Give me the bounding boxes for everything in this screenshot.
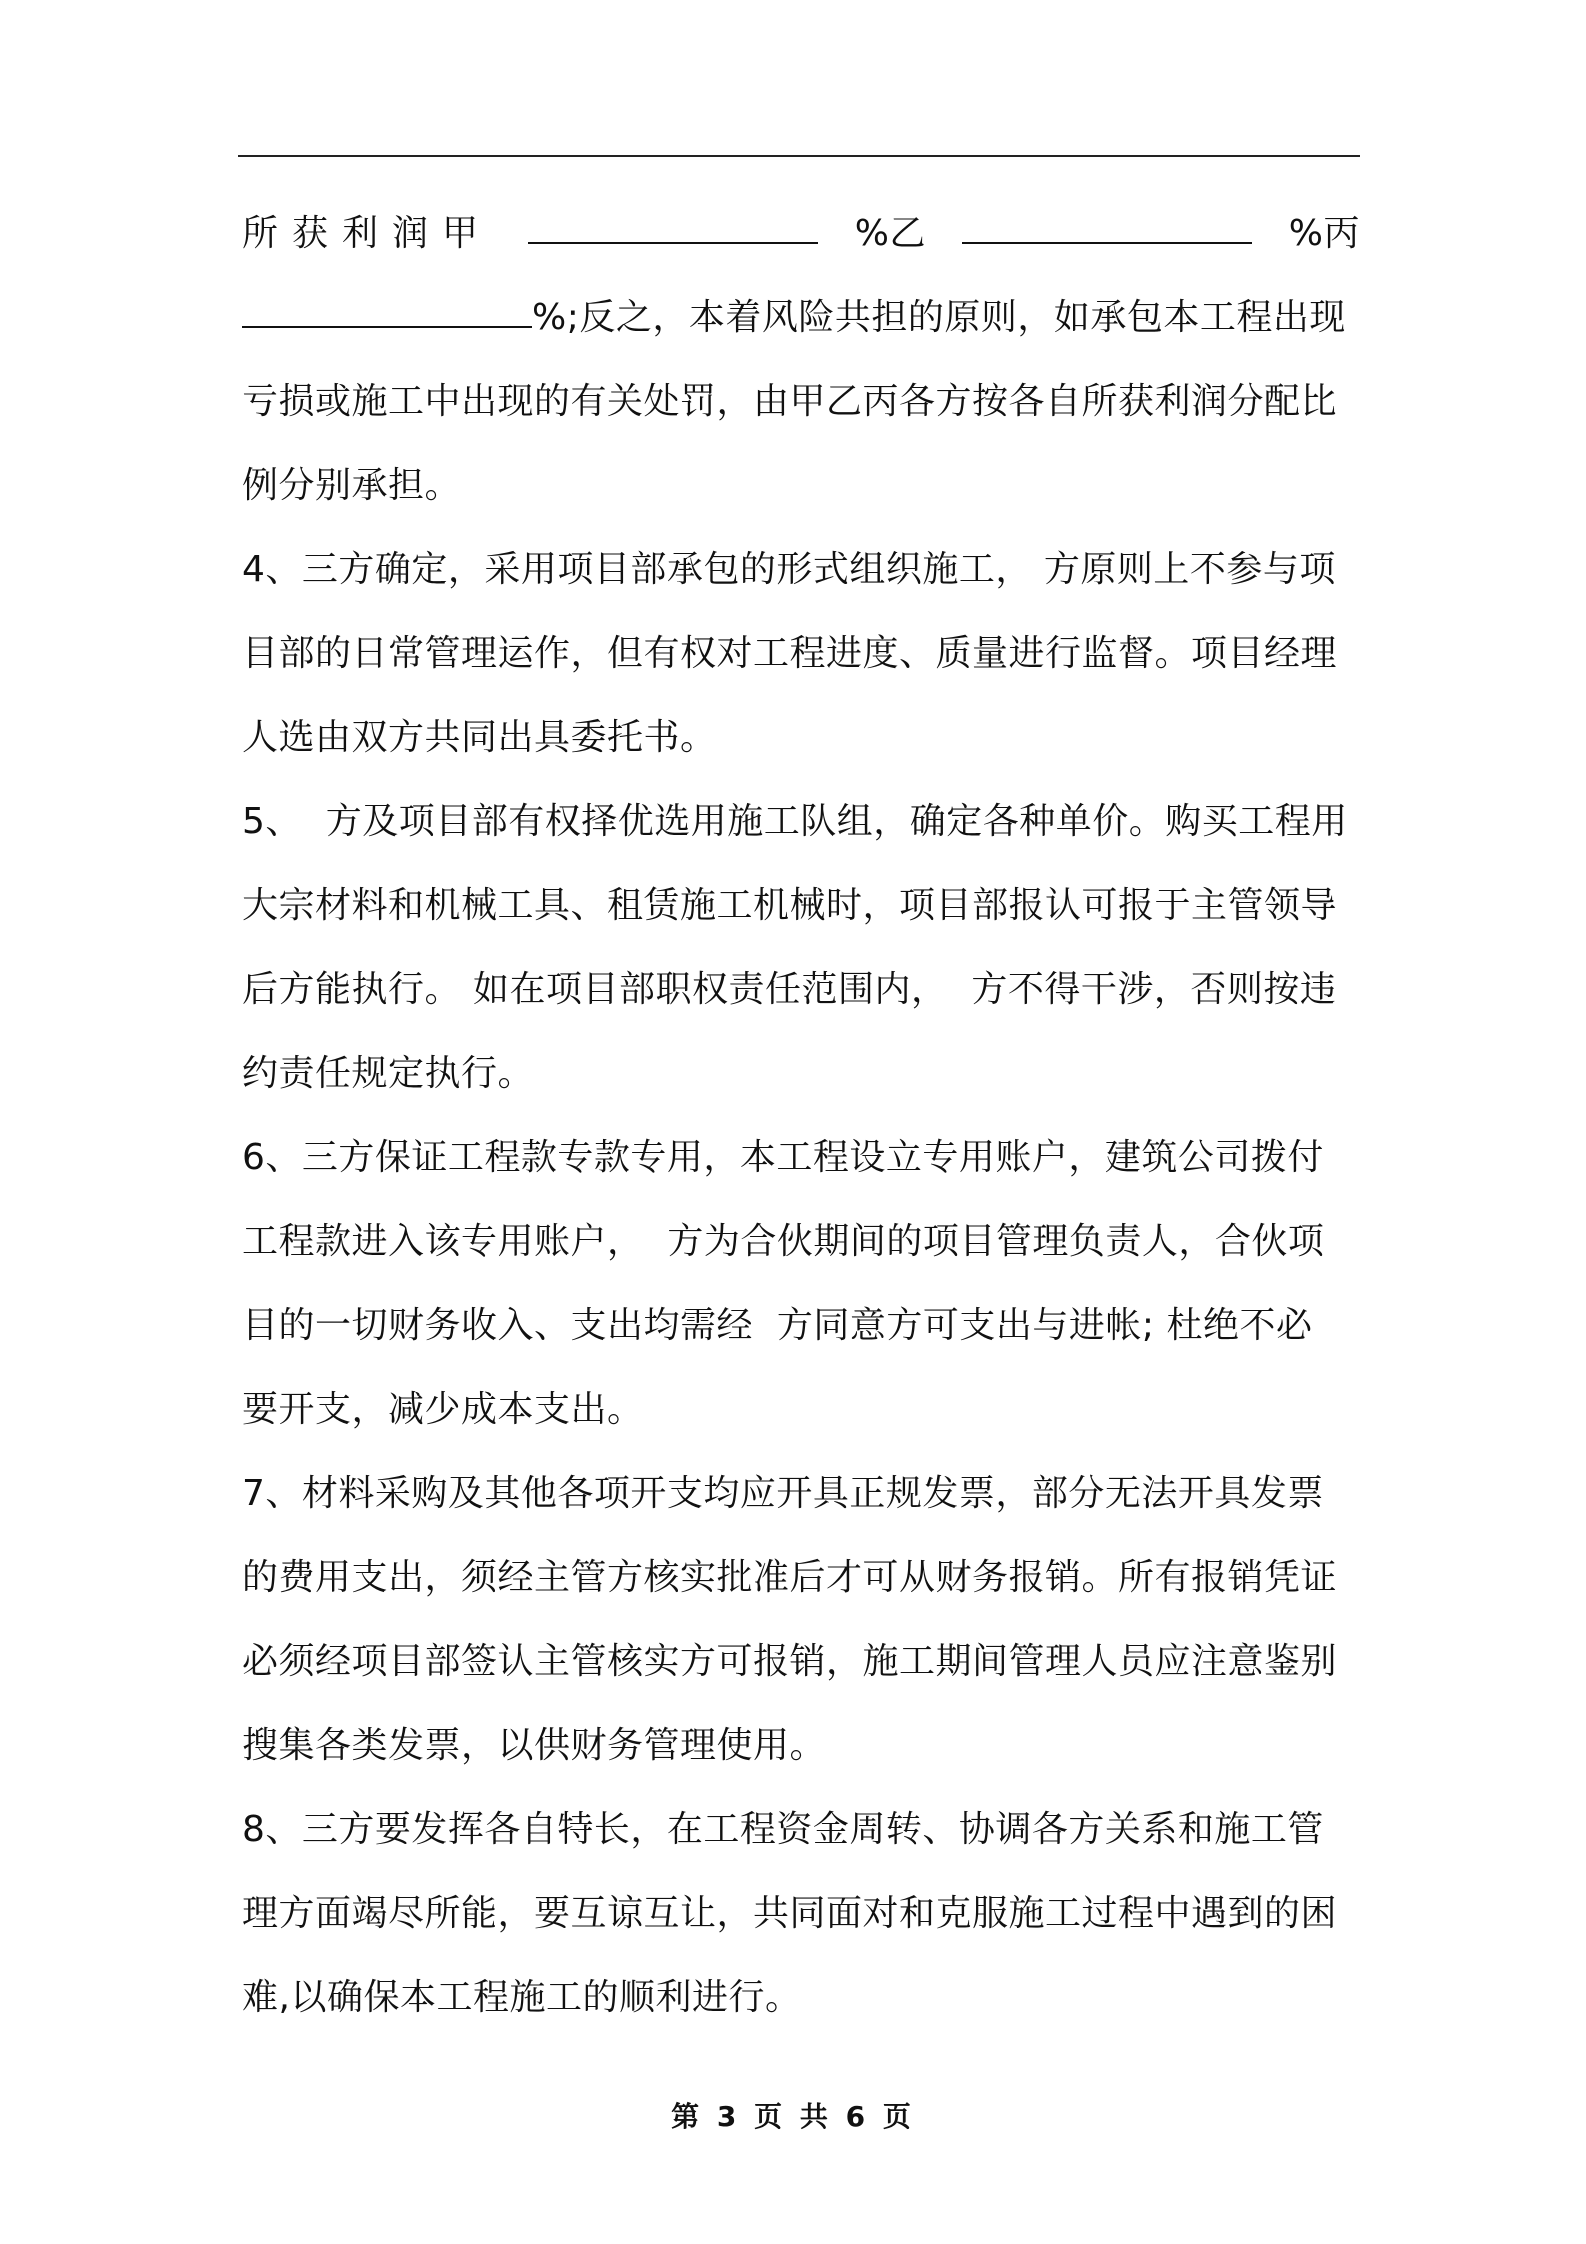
text-line: 后方能执行。 如在项目部职权责任范围内， 方不得干涉，否则按违: [242, 969, 1337, 1010]
fill-blank: [242, 297, 532, 338]
text-line: 4、三方确定，采用项目部承包的形式组织施工， 方原则上不参与项: [242, 549, 1336, 590]
text-line: 目部的日常管理运作，但有权对工程进度、质量进行监督。项目经理: [242, 633, 1338, 674]
text-line: 5、 方及项目部有权择优选用施工队组，确定各种单价。购买工程用: [242, 801, 1348, 842]
text-line: 8、三方要发挥各自特长，在工程资金周转、协调各方关系和施工管: [242, 1809, 1324, 1850]
text-line: 搜集各类发票，以供财务管理使用。: [242, 1725, 827, 1766]
text-line: 要开支，减少成本支出。: [242, 1389, 644, 1430]
text-line: 约责任规定执行。: [242, 1053, 535, 1094]
text-line: [242, 276, 1360, 360]
text-line: 7、材料采购及其他各项开支均应开具正规发票，部分无法开具发票: [242, 1473, 1324, 1514]
text-line: 理方面竭尽所能，要互谅互让，共同面对和克服施工过程中遇到的困: [242, 1893, 1338, 1934]
text-line: 目的一切财务收入、支出均需经 方同意方可支出与进帐; 杜绝不必: [242, 1305, 1313, 1346]
text-line: 人选由双方共同出具委托书。: [242, 717, 717, 758]
text-line: 难,以确保本工程施工的顺利进行。: [242, 1977, 802, 2018]
fill-blank: [528, 192, 818, 276]
text-line: 工程款进入该专用账户， 方为合伙期间的项目管理负责人，合伙项: [242, 1221, 1325, 1262]
fill-blank: [962, 192, 1252, 276]
document-body: [242, 192, 1360, 2040]
text-segment: %丙: [1288, 213, 1360, 254]
text-line: 6、三方保证工程款专款专用，本工程设立专用账户，建筑公司拨付: [242, 1137, 1324, 1178]
header-rule: [238, 155, 1360, 157]
text-line: 例分别承担。: [242, 465, 462, 506]
text-line: 亏损或施工中出现的有关处罚，由甲乙丙各方按各自所获利润分配比: [242, 381, 1338, 422]
text-line: [242, 192, 1360, 276]
text-segment: %;反之，本着风险共担的原则，如承包本工程出现: [532, 297, 1346, 338]
text-segment: 所获利润甲: [242, 213, 493, 254]
page-footer: 第 3 页 共 6 页: [671, 2100, 915, 2133]
text-segment: %乙: [854, 213, 926, 254]
text-line: 大宗材料和机械工具、租赁施工机械时，项目部报认可报于主管领导: [242, 885, 1338, 926]
text-line: 的费用支出，须经主管方核实批准后才可从财务报销。所有报销凭证: [242, 1557, 1338, 1598]
text-line: 必须经项目部签认主管核实方可报销，施工期间管理人员应注意鉴别: [242, 1641, 1338, 1682]
